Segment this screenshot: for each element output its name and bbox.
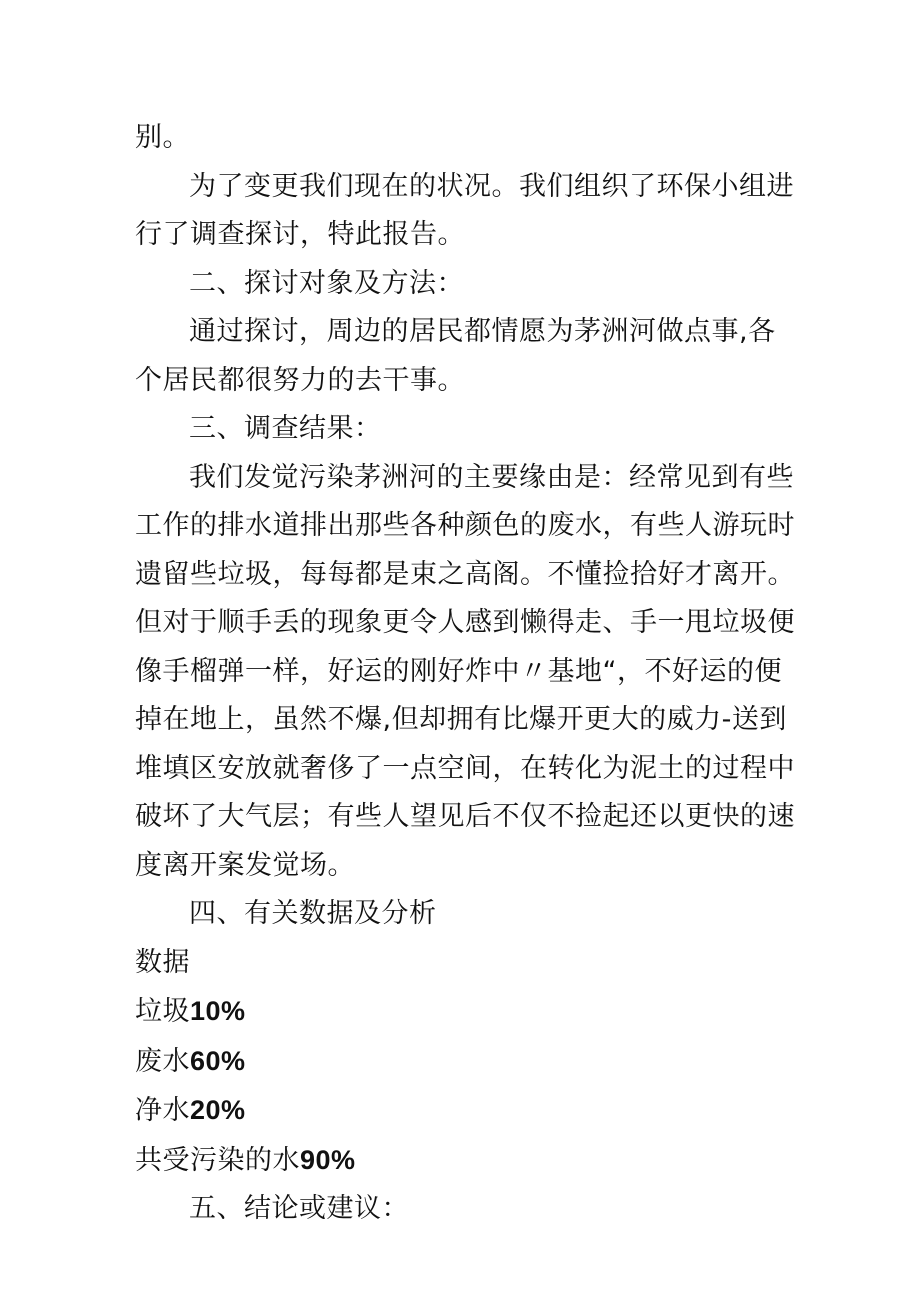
data-item <box>135 1037 795 1087</box>
data-item-label: 废水 <box>135 1045 190 1077</box>
paragraph-results: 我们发觉污染茅洲河的主要缘由是：经常见到有些工作的排水道排出那些各种颜色的废水，有些人游玩时遗留些垃圾，每每都是束之高阁。不懂捡拾好才离开。但对于顺手丢的现象更令人感到懒得走、手一甩垃圾便像手榴弹一样，好运的刚好炸中〃基地“，不好运的便掉在地上，虽然不爆,但却拥有比爆开更大的威力-送到堆填区安放就奢侈了一点空间，在转化为泥土的过程中破坏了大气层；有些人望见后不仅不捡起还以更快的速度离开案发觉场。 <box>135 461 795 881</box>
data-item-label: 垃圾 <box>135 996 190 1027</box>
data-title: 数据 <box>135 946 190 978</box>
section-heading-4: 四、有关数据及分析 <box>189 898 437 929</box>
section-heading-5: 五、结论或建议： <box>189 1193 409 1224</box>
data-item-value: 90% <box>300 1144 356 1175</box>
data-item-value: 10% <box>190 996 246 1026</box>
data-item-label: 共受污染的水 <box>135 1144 300 1176</box>
data-item-value: 60% <box>190 1045 246 1076</box>
data-item-value: 20% <box>190 1095 246 1125</box>
data-item <box>135 1086 795 1136</box>
section-heading-3: 三、调查结果： <box>189 413 382 444</box>
data-item <box>135 987 795 1037</box>
paragraph-method: 通过探讨，周边的居民都情愿为茅洲河做点事,各个居民都很努力的去干事。 <box>135 316 776 396</box>
data-item-label: 净水 <box>135 1095 190 1126</box>
paragraph-intro: 为了变更我们现在的状况。我们组织了环保小组进行了调查探讨，特此报告。 <box>135 170 794 250</box>
data-item <box>135 1136 795 1186</box>
document-body <box>135 114 795 1234</box>
section-heading-2: 二、探讨对象及方法： <box>189 267 464 299</box>
paragraph-continuation: 别。 <box>135 122 190 153</box>
